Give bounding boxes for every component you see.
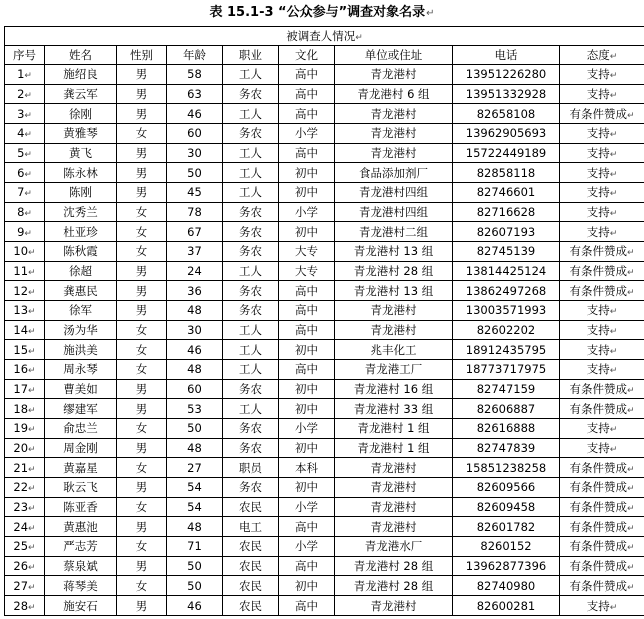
age-cell: 45 [167, 183, 223, 203]
address-cell: 青龙港村 1 组 [335, 419, 453, 439]
age-cell: 48 [167, 517, 223, 537]
attitude-cell: 有条件赞成↵ [560, 458, 644, 478]
age-cell: 53 [167, 399, 223, 419]
phone-cell: 15851238258 [453, 458, 560, 478]
phone-cell: 13862497268 [453, 281, 560, 301]
phone-cell: 82858118 [453, 163, 560, 183]
seq-cell: 15↵ [5, 340, 45, 360]
edu-col-header: 文化 [279, 46, 335, 65]
table-row [5, 596, 644, 616]
job-cell: 工人 [223, 261, 279, 281]
name-cell: 蔡泉斌 [45, 556, 117, 576]
job-cell: 工人 [223, 163, 279, 183]
attitude-cell: 支持↵ [560, 163, 644, 183]
table-row [5, 556, 644, 576]
phone-cell: 8260152 [453, 537, 560, 557]
address-cell: 青龙港村 [335, 301, 453, 321]
phone-cell: 15722449189 [453, 143, 560, 163]
gender-cell: 女 [117, 124, 167, 144]
name-cell: 徐超 [45, 261, 117, 281]
job-cell: 工人 [223, 183, 279, 203]
edu-cell: 大专 [279, 242, 335, 262]
gender-cell: 男 [117, 261, 167, 281]
seq-cell: 16↵ [5, 360, 45, 380]
table-row [5, 202, 644, 222]
job-cell: 工人 [223, 65, 279, 85]
seq-cell: 4↵ [5, 124, 45, 144]
gender-cell: 男 [117, 281, 167, 301]
table-row [5, 320, 644, 340]
age-cell: 48 [167, 301, 223, 321]
address-cell: 青龙港村 16 组 [335, 379, 453, 399]
address-cell: 青龙港村 13 组 [335, 242, 453, 262]
gender-cell: 男 [117, 379, 167, 399]
name-cell: 曹美如 [45, 379, 117, 399]
seq-cell: 3↵ [5, 104, 45, 124]
age-cell: 46 [167, 596, 223, 616]
age-cell: 46 [167, 104, 223, 124]
attitude-cell: 支持↵ [560, 124, 644, 144]
edu-cell: 高中 [279, 517, 335, 537]
name-cell: 徐军 [45, 301, 117, 321]
gender-cell: 男 [117, 301, 167, 321]
name-cell: 沈秀兰 [45, 202, 117, 222]
phone-cell: 13951226280 [453, 65, 560, 85]
edu-cell: 初中 [279, 340, 335, 360]
seq-cell: 9↵ [5, 222, 45, 242]
age-cell: 63 [167, 84, 223, 104]
age-cell: 37 [167, 242, 223, 262]
age-col-header: 年龄 [167, 46, 223, 65]
address-cell: 青龙港村 [335, 124, 453, 144]
gender-cell: 男 [117, 399, 167, 419]
age-cell: 50 [167, 576, 223, 596]
seq-cell: 22↵ [5, 478, 45, 498]
edu-cell: 高中 [279, 556, 335, 576]
attitude-cell: 有条件赞成↵ [560, 242, 644, 262]
name-cell: 严志芳 [45, 537, 117, 557]
edu-cell: 初中 [279, 379, 335, 399]
gender-cell: 男 [117, 143, 167, 163]
attitude-cell: 有条件赞成↵ [560, 556, 644, 576]
phone-cell: 82747839 [453, 438, 560, 458]
attitude-cell: 支持↵ [560, 340, 644, 360]
phone-cell: 82607193 [453, 222, 560, 242]
table-row [5, 222, 644, 242]
age-cell: 60 [167, 124, 223, 144]
address-cell: 青龙港村 [335, 458, 453, 478]
address-cell: 青龙港水厂 [335, 537, 453, 557]
edu-cell: 小学 [279, 202, 335, 222]
gender-cell: 女 [117, 360, 167, 380]
gender-cell: 女 [117, 320, 167, 340]
phone-cell: 13003571993 [453, 301, 560, 321]
table-row [5, 84, 644, 104]
name-cell: 俞忠兰 [45, 419, 117, 439]
edu-cell: 高中 [279, 104, 335, 124]
attitude-cell: 支持↵ [560, 301, 644, 321]
table-row [5, 438, 644, 458]
table-body [5, 65, 644, 616]
attitude-cell: 有条件赞成↵ [560, 281, 644, 301]
table-row [5, 497, 644, 517]
address-cell: 青龙港村二组 [335, 222, 453, 242]
phone-cell: 82747159 [453, 379, 560, 399]
gender-cell: 男 [117, 65, 167, 85]
attitude-cell: 有条件赞成↵ [560, 379, 644, 399]
attitude-cell: 支持↵ [560, 320, 644, 340]
phone-col-header: 电话 [453, 46, 560, 65]
attitude-cell: 支持↵ [560, 84, 644, 104]
seq-cell: 6↵ [5, 163, 45, 183]
respondent-table [4, 26, 644, 616]
name-cell: 黄雅琴 [45, 124, 117, 144]
age-cell: 36 [167, 281, 223, 301]
attitude-cell: 支持↵ [560, 419, 644, 439]
address-cell: 食品添加剂厂 [335, 163, 453, 183]
seq-cell: 12↵ [5, 281, 45, 301]
phone-cell: 82606887 [453, 399, 560, 419]
edu-cell: 大专 [279, 261, 335, 281]
edu-cell: 初中 [279, 183, 335, 203]
attitude-cell: 支持↵ [560, 222, 644, 242]
job-col-header: 职业 [223, 46, 279, 65]
age-cell: 50 [167, 556, 223, 576]
job-cell: 农民 [223, 576, 279, 596]
address-cell: 青龙港村 28 组 [335, 576, 453, 596]
gender-cell: 男 [117, 104, 167, 124]
job-cell: 务农 [223, 478, 279, 498]
paragraph-mark-icon: ↵ [426, 8, 435, 19]
seq-cell: 18↵ [5, 399, 45, 419]
age-cell: 27 [167, 458, 223, 478]
phone-cell: 82602202 [453, 320, 560, 340]
attitude-cell: 有条件赞成↵ [560, 497, 644, 517]
attitude-cell: 有条件赞成↵ [560, 104, 644, 124]
job-cell: 工人 [223, 143, 279, 163]
address-cell: 青龙港工厂 [335, 360, 453, 380]
phone-cell: 13951332928 [453, 84, 560, 104]
seq-cell: 14↵ [5, 320, 45, 340]
name-cell: 龚惠民 [45, 281, 117, 301]
gender-cell: 女 [117, 458, 167, 478]
job-cell: 农民 [223, 556, 279, 576]
table-row [5, 65, 644, 85]
age-cell: 48 [167, 438, 223, 458]
attitude-cell: 有条件赞成↵ [560, 399, 644, 419]
job-cell: 务农 [223, 124, 279, 144]
table-row [5, 576, 644, 596]
edu-cell: 高中 [279, 360, 335, 380]
table-row [5, 124, 644, 144]
table-row [5, 419, 644, 439]
address-cell: 兆丰化工 [335, 340, 453, 360]
name-cell: 施绍良 [45, 65, 117, 85]
name-cell: 蒋琴美 [45, 576, 117, 596]
phone-cell: 18773717975 [453, 360, 560, 380]
edu-cell: 高中 [279, 301, 335, 321]
edu-cell: 初中 [279, 576, 335, 596]
seq-col-header: 序号 [5, 46, 45, 65]
attitude-cell: 支持↵ [560, 202, 644, 222]
seq-cell: 27↵ [5, 576, 45, 596]
attitude-cell: 支持↵ [560, 360, 644, 380]
edu-cell: 小学 [279, 497, 335, 517]
gender-cell: 女 [117, 340, 167, 360]
job-cell: 农民 [223, 596, 279, 616]
phone-cell: 82609566 [453, 478, 560, 498]
gender-cell: 女 [117, 537, 167, 557]
attitude-cell: 支持↵ [560, 143, 644, 163]
job-cell: 务农 [223, 202, 279, 222]
name-col-header: 姓名 [45, 46, 117, 65]
phone-cell: 82745139 [453, 242, 560, 262]
attitude-col-header: 态度↵ [560, 46, 644, 65]
gender-cell: 女 [117, 497, 167, 517]
attitude-cell: 支持↵ [560, 596, 644, 616]
table-row [5, 458, 644, 478]
seq-cell: 2↵ [5, 84, 45, 104]
seq-cell: 28↵ [5, 596, 45, 616]
table-title: 表 15.1-3 “公众参与”调查对象名录↵ [209, 5, 435, 20]
gender-cell: 男 [117, 596, 167, 616]
address-cell: 青龙港村四组 [335, 202, 453, 222]
seq-cell: 23↵ [5, 497, 45, 517]
age-cell: 24 [167, 261, 223, 281]
edu-cell: 高中 [279, 65, 335, 85]
age-cell: 50 [167, 163, 223, 183]
job-cell: 农民 [223, 537, 279, 557]
age-cell: 48 [167, 360, 223, 380]
table-row [5, 478, 644, 498]
name-cell: 杜亚珍 [45, 222, 117, 242]
phone-cell: 13962877396 [453, 556, 560, 576]
job-cell: 务农 [223, 281, 279, 301]
gender-col-header: 性别 [117, 46, 167, 65]
table-row [5, 517, 644, 537]
edu-cell: 高中 [279, 320, 335, 340]
address-cell: 青龙港村 13 组 [335, 281, 453, 301]
name-cell: 龚云军 [45, 84, 117, 104]
address-cell: 青龙港村 [335, 596, 453, 616]
phone-cell: 13962905693 [453, 124, 560, 144]
phone-cell: 82658108 [453, 104, 560, 124]
address-col-header: 单位或住址 [335, 46, 453, 65]
seq-cell: 7↵ [5, 183, 45, 203]
name-cell: 黄嘉星 [45, 458, 117, 478]
edu-cell: 小学 [279, 124, 335, 144]
attitude-cell: 有条件赞成↵ [560, 517, 644, 537]
seq-cell: 5↵ [5, 143, 45, 163]
name-cell: 陈秋霞 [45, 242, 117, 262]
age-cell: 67 [167, 222, 223, 242]
seq-cell: 21↵ [5, 458, 45, 478]
phone-cell: 18912435795 [453, 340, 560, 360]
gender-cell: 女 [117, 202, 167, 222]
attitude-cell: 有条件赞成↵ [560, 537, 644, 557]
gender-cell: 女 [117, 576, 167, 596]
job-cell: 务农 [223, 379, 279, 399]
phone-cell: 82601782 [453, 517, 560, 537]
table-row [5, 261, 644, 281]
address-cell: 青龙港村 28 组 [335, 261, 453, 281]
job-cell: 职员 [223, 458, 279, 478]
table-row [5, 537, 644, 557]
job-cell: 务农 [223, 222, 279, 242]
phone-cell: 82746601 [453, 183, 560, 203]
gender-cell: 男 [117, 438, 167, 458]
table-row [5, 143, 644, 163]
name-cell: 陈亚香 [45, 497, 117, 517]
age-cell: 58 [167, 65, 223, 85]
gender-cell: 男 [117, 478, 167, 498]
edu-cell: 初中 [279, 399, 335, 419]
edu-cell: 小学 [279, 537, 335, 557]
seq-cell: 13↵ [5, 301, 45, 321]
gender-cell: 女 [117, 242, 167, 262]
name-cell: 耿云飞 [45, 478, 117, 498]
gender-cell: 女 [117, 222, 167, 242]
gender-cell: 女 [117, 419, 167, 439]
gender-cell: 男 [117, 556, 167, 576]
job-cell: 工人 [223, 399, 279, 419]
name-cell: 汤为华 [45, 320, 117, 340]
address-cell: 青龙港村 [335, 320, 453, 340]
gender-cell: 男 [117, 84, 167, 104]
edu-cell: 初中 [279, 438, 335, 458]
section-header-row [5, 27, 644, 46]
edu-cell: 高中 [279, 281, 335, 301]
job-cell: 务农 [223, 438, 279, 458]
phone-cell: 82609458 [453, 497, 560, 517]
seq-cell: 25↵ [5, 537, 45, 557]
name-cell: 施安石 [45, 596, 117, 616]
name-cell: 陈永林 [45, 163, 117, 183]
age-cell: 54 [167, 478, 223, 498]
table-row [5, 104, 644, 124]
job-cell: 农民 [223, 497, 279, 517]
gender-cell: 男 [117, 517, 167, 537]
age-cell: 60 [167, 379, 223, 399]
attitude-cell: 有条件赞成↵ [560, 478, 644, 498]
address-cell: 青龙港村 [335, 143, 453, 163]
table-row [5, 399, 644, 419]
job-cell: 工人 [223, 104, 279, 124]
table-row [5, 183, 644, 203]
column-header-row [5, 46, 644, 65]
attitude-cell: 有条件赞成↵ [560, 261, 644, 281]
name-cell: 施洪美 [45, 340, 117, 360]
job-cell: 工人 [223, 320, 279, 340]
address-cell: 青龙港村 [335, 104, 453, 124]
age-cell: 71 [167, 537, 223, 557]
attitude-cell: 有条件赞成↵ [560, 576, 644, 596]
seq-cell: 17↵ [5, 379, 45, 399]
seq-cell: 19↵ [5, 419, 45, 439]
table-row [5, 163, 644, 183]
address-cell: 青龙港村 6 组 [335, 84, 453, 104]
name-cell: 黄飞 [45, 143, 117, 163]
address-cell: 青龙港村 28 组 [335, 556, 453, 576]
seq-cell: 20↵ [5, 438, 45, 458]
phone-cell: 13814425124 [453, 261, 560, 281]
gender-cell: 男 [117, 183, 167, 203]
name-cell: 缪建军 [45, 399, 117, 419]
section-header: 被调查人情况↵ [5, 27, 644, 46]
name-cell: 陈刚 [45, 183, 117, 203]
seq-cell: 10↵ [5, 242, 45, 262]
job-cell: 务农 [223, 84, 279, 104]
seq-cell: 24↵ [5, 517, 45, 537]
age-cell: 30 [167, 320, 223, 340]
gender-cell: 男 [117, 163, 167, 183]
table-row [5, 281, 644, 301]
job-cell: 务农 [223, 419, 279, 439]
phone-cell: 82716628 [453, 202, 560, 222]
attitude-cell: 支持↵ [560, 183, 644, 203]
edu-cell: 小学 [279, 419, 335, 439]
edu-cell: 高中 [279, 143, 335, 163]
table-row [5, 360, 644, 380]
attitude-cell: 支持↵ [560, 65, 644, 85]
table-row [5, 340, 644, 360]
job-cell: 务农 [223, 242, 279, 262]
address-cell: 青龙港村 33 组 [335, 399, 453, 419]
attitude-cell: 支持↵ [560, 438, 644, 458]
name-cell: 黄惠池 [45, 517, 117, 537]
name-cell: 徐刚 [45, 104, 117, 124]
job-cell: 电工 [223, 517, 279, 537]
name-cell: 周金刚 [45, 438, 117, 458]
seq-cell: 1↵ [5, 65, 45, 85]
edu-cell: 高中 [279, 84, 335, 104]
job-cell: 工人 [223, 340, 279, 360]
table-row [5, 301, 644, 321]
phone-cell: 82616888 [453, 419, 560, 439]
address-cell: 青龙港村 [335, 478, 453, 498]
edu-cell: 高中 [279, 596, 335, 616]
phone-cell: 82600281 [453, 596, 560, 616]
address-cell: 青龙港村 1 组 [335, 438, 453, 458]
age-cell: 54 [167, 497, 223, 517]
job-cell: 工人 [223, 360, 279, 380]
edu-cell: 初中 [279, 222, 335, 242]
job-cell: 务农 [223, 301, 279, 321]
age-cell: 78 [167, 202, 223, 222]
seq-cell: 26↵ [5, 556, 45, 576]
address-cell: 青龙港村 [335, 65, 453, 85]
edu-cell: 初中 [279, 478, 335, 498]
edu-cell: 本科 [279, 458, 335, 478]
age-cell: 46 [167, 340, 223, 360]
address-cell: 青龙港村 [335, 517, 453, 537]
name-cell: 周永琴 [45, 360, 117, 380]
table-row [5, 242, 644, 262]
edu-cell: 初中 [279, 163, 335, 183]
seq-cell: 8↵ [5, 202, 45, 222]
address-cell: 青龙港村 [335, 497, 453, 517]
age-cell: 50 [167, 419, 223, 439]
seq-cell: 11↵ [5, 261, 45, 281]
age-cell: 30 [167, 143, 223, 163]
table-row [5, 379, 644, 399]
phone-cell: 82740980 [453, 576, 560, 596]
address-cell: 青龙港村四组 [335, 183, 453, 203]
